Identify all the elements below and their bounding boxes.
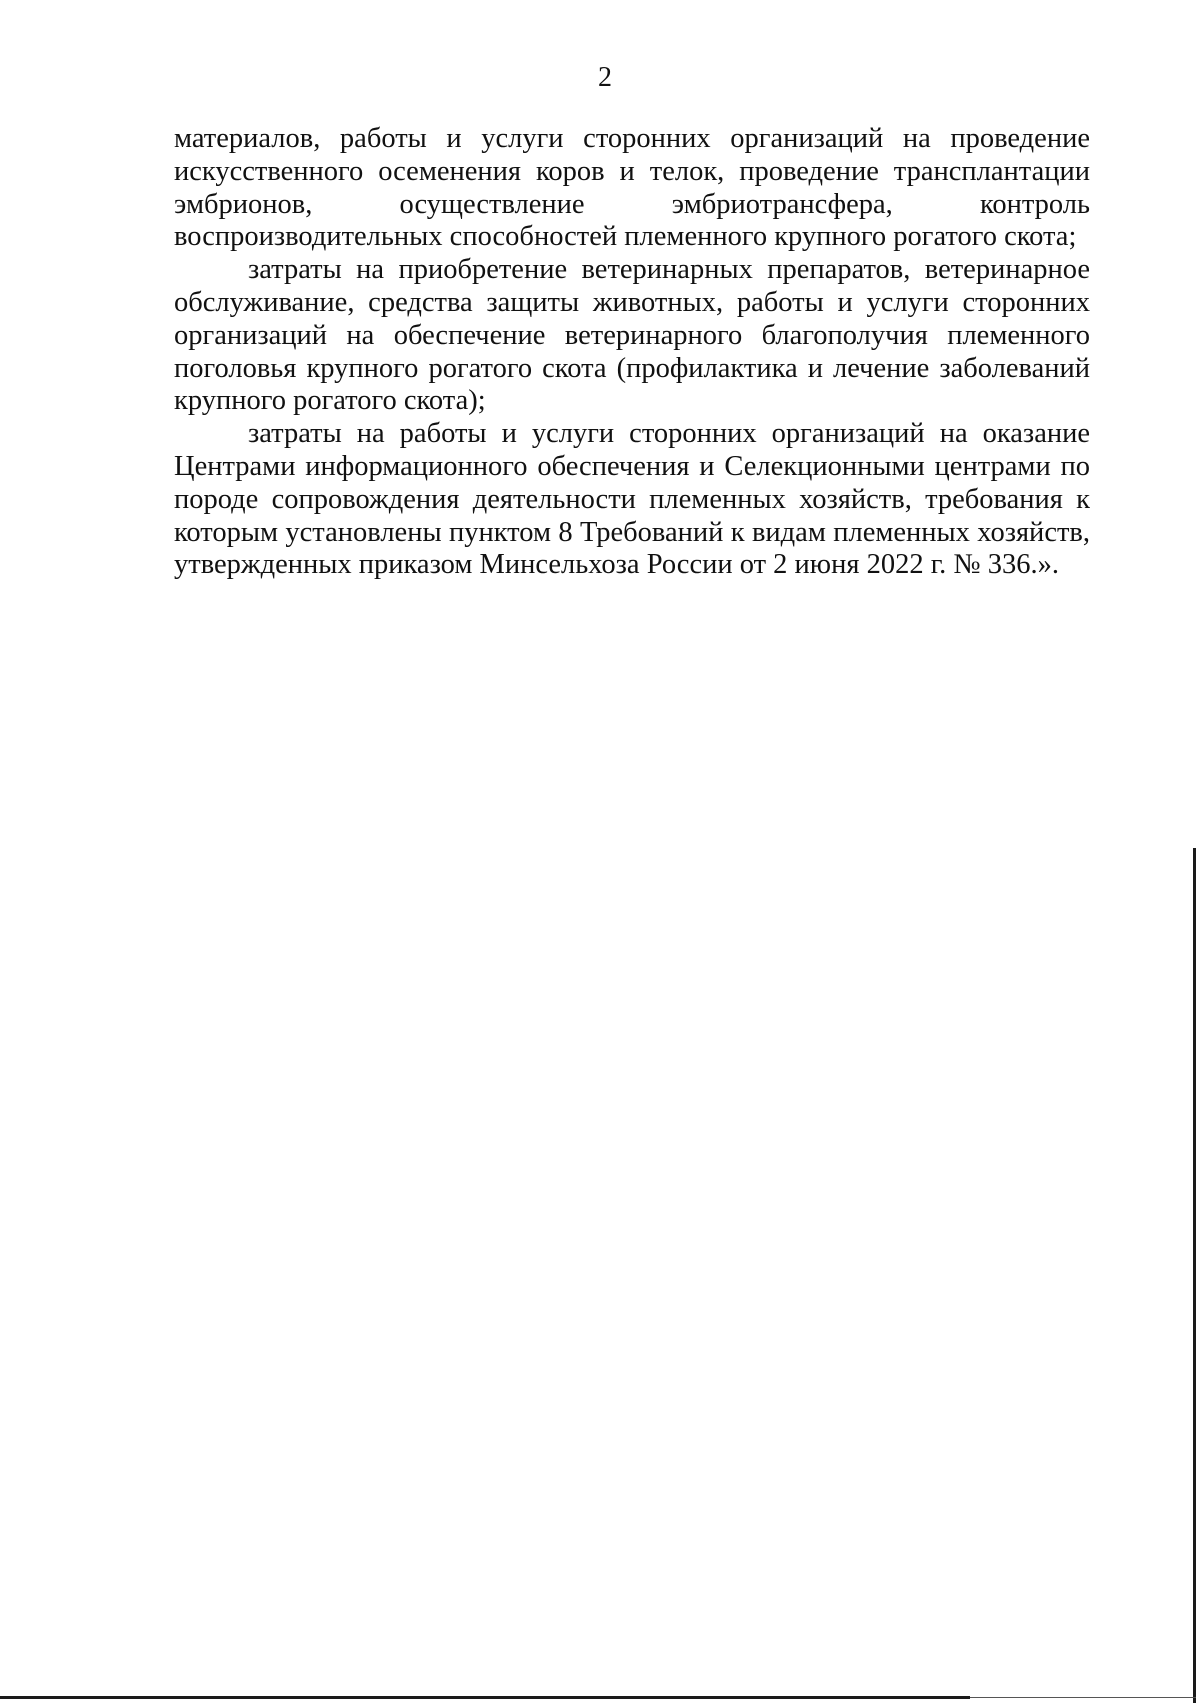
paragraph-2: затраты на приобретение ветеринарных препаратов, ветеринарное обслуживание, средства защиты животных, работы и услуги сторонних организаций на обеспечение ветеринарного благополучия племенного поголовья крупного рогатого скота (профилактика и лечение заболеваний крупного рогатого скота); — [174, 254, 1090, 417]
scan-edge-bottom — [0, 1696, 970, 1699]
scan-edge-right — [1193, 848, 1196, 1703]
document-body — [174, 123, 1090, 582]
page-number: 2 — [598, 62, 612, 93]
paragraph-1: материалов, работы и услуги сторонних организаций на проведение искусственного осеменения коров и телок, проведение трансплантации эмбрионов, осуществление эмбриотрансфера, контроль воспроизводительных способностей племенного крупного рогатого скота; — [174, 123, 1090, 253]
scan-edge-bottom-faint — [970, 1697, 1196, 1698]
paragraph-3: затраты на работы и услуги сторонних организаций на оказание Центрами информационного обеспечения и Селекционными центрами по породе сопровождения деятельности племенных хозяйств, требования к которым установлены пунктом 8 Требований к видам племенных хозяйств, утвержденных приказом Минсельхоза России от 2 июня 2022 г. № 336.». — [174, 418, 1090, 581]
